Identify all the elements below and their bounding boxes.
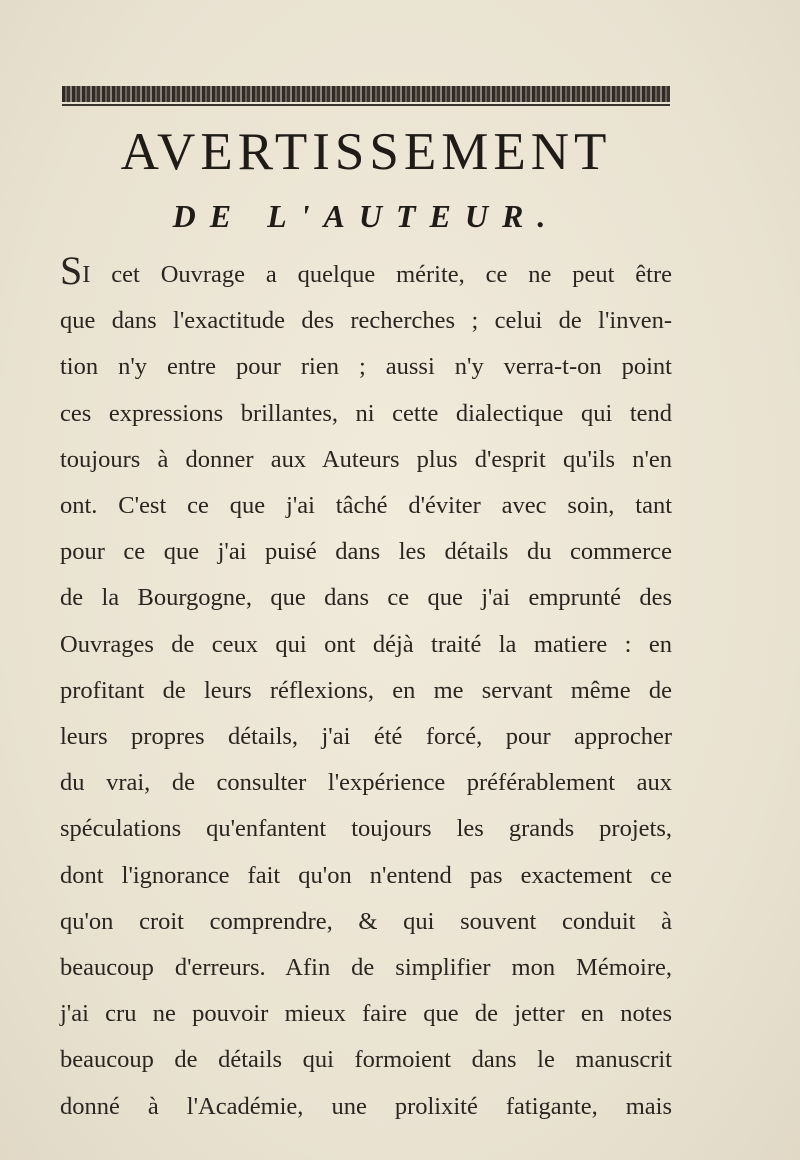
text-line: que dans l'exactitude des recherches ; celui de l'inven- xyxy=(60,307,672,335)
page-subtitle: DE L'AUTEUR. xyxy=(172,198,560,234)
text-line: tion n'y entre pour rien ; aussi n'y verra-t-on point xyxy=(60,353,672,381)
text-line: donné à l'Académie, une prolixité fatigante, mais xyxy=(60,1092,672,1120)
drop-cap: S xyxy=(60,248,83,293)
page-title: AVERTISSEMENT xyxy=(120,123,612,181)
text-line: dont l'ignorance fait qu'on n'entend pas exactement ce xyxy=(60,861,672,889)
text-line: leurs propres détails, j'ai été forcé, pour approcher xyxy=(60,723,672,751)
text-line: de la Bourgogne, que dans ce que j'ai emprunté des xyxy=(60,584,672,612)
text-line: spéculations qu'enfantent toujours les grands projets, xyxy=(60,815,672,843)
first-line-text: I cet Ouvrage a quelque mérite, ce ne peut être xyxy=(82,261,672,288)
text-line: beaucoup de détails qui formoient dans le manuscrit xyxy=(60,1046,672,1074)
text-line: ces expressions brillantes, ni cette dialectique qui tend xyxy=(60,399,672,427)
text-line: du vrai, de consulter l'expérience préférablement aux xyxy=(60,769,672,797)
text-line: profitant de leurs réflexions, en me servant même de xyxy=(60,676,672,704)
header-rule xyxy=(62,104,670,106)
text-line: toujours à donner aux Auteurs plus d'esprit qu'ils n'en xyxy=(60,445,672,473)
text-line: ont. C'est ce que j'ai tâché d'éviter avec soin, tant xyxy=(60,492,672,520)
body-paragraph xyxy=(60,248,672,1130)
decorative-header-band xyxy=(62,86,670,102)
text-line-1 xyxy=(60,248,672,298)
text-line: Ouvrages de ceux qui ont déjà traité la matiere : en xyxy=(60,630,672,658)
text-line: beaucoup d'erreurs. Afin de simplifier mon Mémoire, xyxy=(60,954,672,982)
text-line: pour ce que j'ai puisé dans les détails du commerce xyxy=(60,538,672,566)
text-line: j'ai cru ne pouvoir mieux faire que de jetter en notes xyxy=(60,1000,672,1028)
text-line: qu'on croit comprendre, & qui souvent conduit à xyxy=(60,907,672,935)
